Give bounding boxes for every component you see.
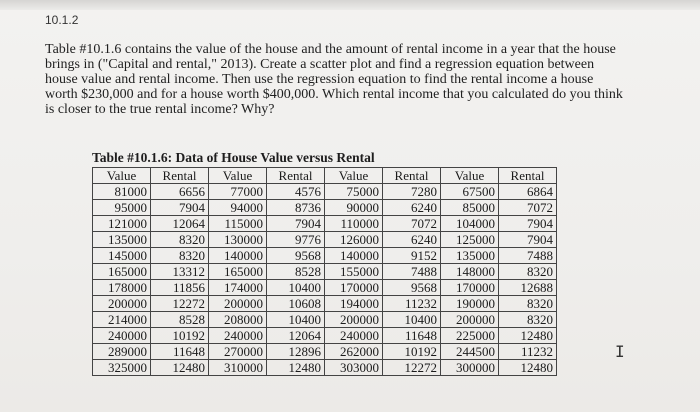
house-value-cell: 200000 bbox=[441, 312, 499, 328]
house-value-cell: 310000 bbox=[209, 360, 267, 376]
rental-cell: 8320 bbox=[499, 296, 557, 312]
table-row bbox=[93, 216, 557, 232]
house-value-cell: 325000 bbox=[93, 360, 151, 376]
table-row bbox=[93, 296, 557, 312]
rental-cell: 9568 bbox=[383, 280, 441, 296]
table-row bbox=[93, 264, 557, 280]
table-row bbox=[93, 328, 557, 344]
house-value-cell: 140000 bbox=[325, 248, 383, 264]
column-header: Value bbox=[325, 168, 383, 184]
rental-cell: 12064 bbox=[151, 216, 209, 232]
rental-cell: 7488 bbox=[499, 248, 557, 264]
house-value-cell: 240000 bbox=[325, 328, 383, 344]
rental-cell: 12272 bbox=[383, 360, 441, 376]
house-value-cell: 208000 bbox=[209, 312, 267, 328]
rental-cell: 10400 bbox=[267, 280, 325, 296]
house-value-cell: 95000 bbox=[93, 200, 151, 216]
rental-cell: 8528 bbox=[151, 312, 209, 328]
rental-cell: 7904 bbox=[499, 216, 557, 232]
house-value-cell: 148000 bbox=[441, 264, 499, 280]
house-value-cell: 178000 bbox=[93, 280, 151, 296]
rental-cell: 12896 bbox=[267, 344, 325, 360]
rental-cell: 10400 bbox=[383, 312, 441, 328]
rental-cell: 7904 bbox=[151, 200, 209, 216]
house-value-cell: 121000 bbox=[93, 216, 151, 232]
problem-number: 10.1.2 bbox=[45, 13, 79, 27]
house-value-cell: 174000 bbox=[209, 280, 267, 296]
house-value-cell: 270000 bbox=[209, 344, 267, 360]
column-header: Rental bbox=[383, 168, 441, 184]
rental-cell: 7904 bbox=[267, 216, 325, 232]
house-value-cell: 300000 bbox=[441, 360, 499, 376]
house-value-cell: 194000 bbox=[325, 296, 383, 312]
rental-cell: 7488 bbox=[383, 264, 441, 280]
rental-cell: 6864 bbox=[499, 184, 557, 200]
rental-cell: 7904 bbox=[499, 232, 557, 248]
house-value-cell: 81000 bbox=[93, 184, 151, 200]
rental-cell: 6656 bbox=[151, 184, 209, 200]
rental-cell: 10192 bbox=[151, 328, 209, 344]
rental-cell: 11856 bbox=[151, 280, 209, 296]
table-row bbox=[93, 200, 557, 216]
rental-cell: 9152 bbox=[383, 248, 441, 264]
rental-cell: 12480 bbox=[499, 328, 557, 344]
rental-cell: 10192 bbox=[383, 344, 441, 360]
rental-cell: 13312 bbox=[151, 264, 209, 280]
column-header: Rental bbox=[499, 168, 557, 184]
house-value-cell: 240000 bbox=[93, 328, 151, 344]
house-value-cell: 262000 bbox=[325, 344, 383, 360]
house-value-cell: 135000 bbox=[93, 232, 151, 248]
house-value-cell: 67500 bbox=[441, 184, 499, 200]
rental-cell: 11648 bbox=[151, 344, 209, 360]
house-value-cell: 140000 bbox=[209, 248, 267, 264]
table-row bbox=[93, 312, 557, 328]
rental-cell: 12480 bbox=[267, 360, 325, 376]
house-value-cell: 75000 bbox=[325, 184, 383, 200]
table-header-row bbox=[93, 168, 557, 184]
column-header: Value bbox=[93, 168, 151, 184]
rental-cell: 11232 bbox=[383, 296, 441, 312]
house-value-cell: 170000 bbox=[325, 280, 383, 296]
column-header: Value bbox=[209, 168, 267, 184]
rental-cell: 7072 bbox=[499, 200, 557, 216]
table-row bbox=[93, 360, 557, 376]
house-value-cell: 130000 bbox=[209, 232, 267, 248]
rental-cell: 11232 bbox=[499, 344, 557, 360]
house-value-cell: 244500 bbox=[441, 344, 499, 360]
rental-cell: 9568 bbox=[267, 248, 325, 264]
table-row bbox=[93, 184, 557, 200]
house-value-cell: 155000 bbox=[325, 264, 383, 280]
rental-cell: 9776 bbox=[267, 232, 325, 248]
table-row bbox=[93, 280, 557, 296]
house-value-cell: 145000 bbox=[93, 248, 151, 264]
rental-cell: 8736 bbox=[267, 200, 325, 216]
rental-cell: 12064 bbox=[267, 328, 325, 344]
house-value-cell: 190000 bbox=[441, 296, 499, 312]
rental-cell: 10608 bbox=[267, 296, 325, 312]
data-table-block bbox=[92, 150, 557, 376]
table-title: Table #10.1.6: Data of House Value versus Rental bbox=[92, 150, 375, 165]
house-value-cell: 200000 bbox=[93, 296, 151, 312]
column-header: Rental bbox=[151, 168, 209, 184]
top-edge bbox=[0, 0, 700, 10]
rental-cell: 7072 bbox=[383, 216, 441, 232]
rental-cell: 8320 bbox=[499, 264, 557, 280]
house-value-cell: 126000 bbox=[325, 232, 383, 248]
table-row bbox=[93, 344, 557, 360]
rental-cell: 11648 bbox=[383, 328, 441, 344]
house-value-cell: 115000 bbox=[209, 216, 267, 232]
rental-cell: 12480 bbox=[151, 360, 209, 376]
house-value-cell: 85000 bbox=[441, 200, 499, 216]
text-cursor-icon: I bbox=[615, 342, 625, 361]
rental-cell: 7280 bbox=[383, 184, 441, 200]
house-value-cell: 110000 bbox=[325, 216, 383, 232]
rental-cell: 4576 bbox=[267, 184, 325, 200]
rental-cell: 8320 bbox=[151, 248, 209, 264]
house-value-cell: 200000 bbox=[209, 296, 267, 312]
house-value-cell: 90000 bbox=[325, 200, 383, 216]
rental-cell: 12688 bbox=[499, 280, 557, 296]
house-value-cell: 77000 bbox=[209, 184, 267, 200]
table-body bbox=[93, 184, 557, 376]
rental-cell: 12480 bbox=[499, 360, 557, 376]
house-value-rental-table bbox=[92, 167, 557, 376]
house-value-cell: 125000 bbox=[441, 232, 499, 248]
house-value-cell: 165000 bbox=[93, 264, 151, 280]
rental-cell: 10400 bbox=[267, 312, 325, 328]
column-header: Value bbox=[441, 168, 499, 184]
house-value-cell: 289000 bbox=[93, 344, 151, 360]
house-value-cell: 170000 bbox=[441, 280, 499, 296]
rental-cell: 8320 bbox=[499, 312, 557, 328]
house-value-cell: 200000 bbox=[325, 312, 383, 328]
house-value-cell: 94000 bbox=[209, 200, 267, 216]
house-value-cell: 303000 bbox=[325, 360, 383, 376]
rental-cell: 8320 bbox=[151, 232, 209, 248]
house-value-cell: 240000 bbox=[209, 328, 267, 344]
rental-cell: 8528 bbox=[267, 264, 325, 280]
problem-statement: Table #10.1.6 contains the value of the house and the amount of rental income in a year that the house brings in ("Capital and rental," 2013). Create a scatter plot and find a regression equation between house value and rental income. Then use the regression equation to find the rental income a house worth $230,000 and for a house worth $400,000. Which rental income that you calculated do you think is closer to the true rental income? Why? bbox=[45, 42, 623, 117]
table-row bbox=[93, 232, 557, 248]
house-value-cell: 135000 bbox=[441, 248, 499, 264]
rental-cell: 6240 bbox=[383, 200, 441, 216]
house-value-cell: 104000 bbox=[441, 216, 499, 232]
rental-cell: 12272 bbox=[151, 296, 209, 312]
column-header: Rental bbox=[267, 168, 325, 184]
table-row bbox=[93, 248, 557, 264]
house-value-cell: 165000 bbox=[209, 264, 267, 280]
rental-cell: 6240 bbox=[383, 232, 441, 248]
house-value-cell: 214000 bbox=[93, 312, 151, 328]
house-value-cell: 225000 bbox=[441, 328, 499, 344]
